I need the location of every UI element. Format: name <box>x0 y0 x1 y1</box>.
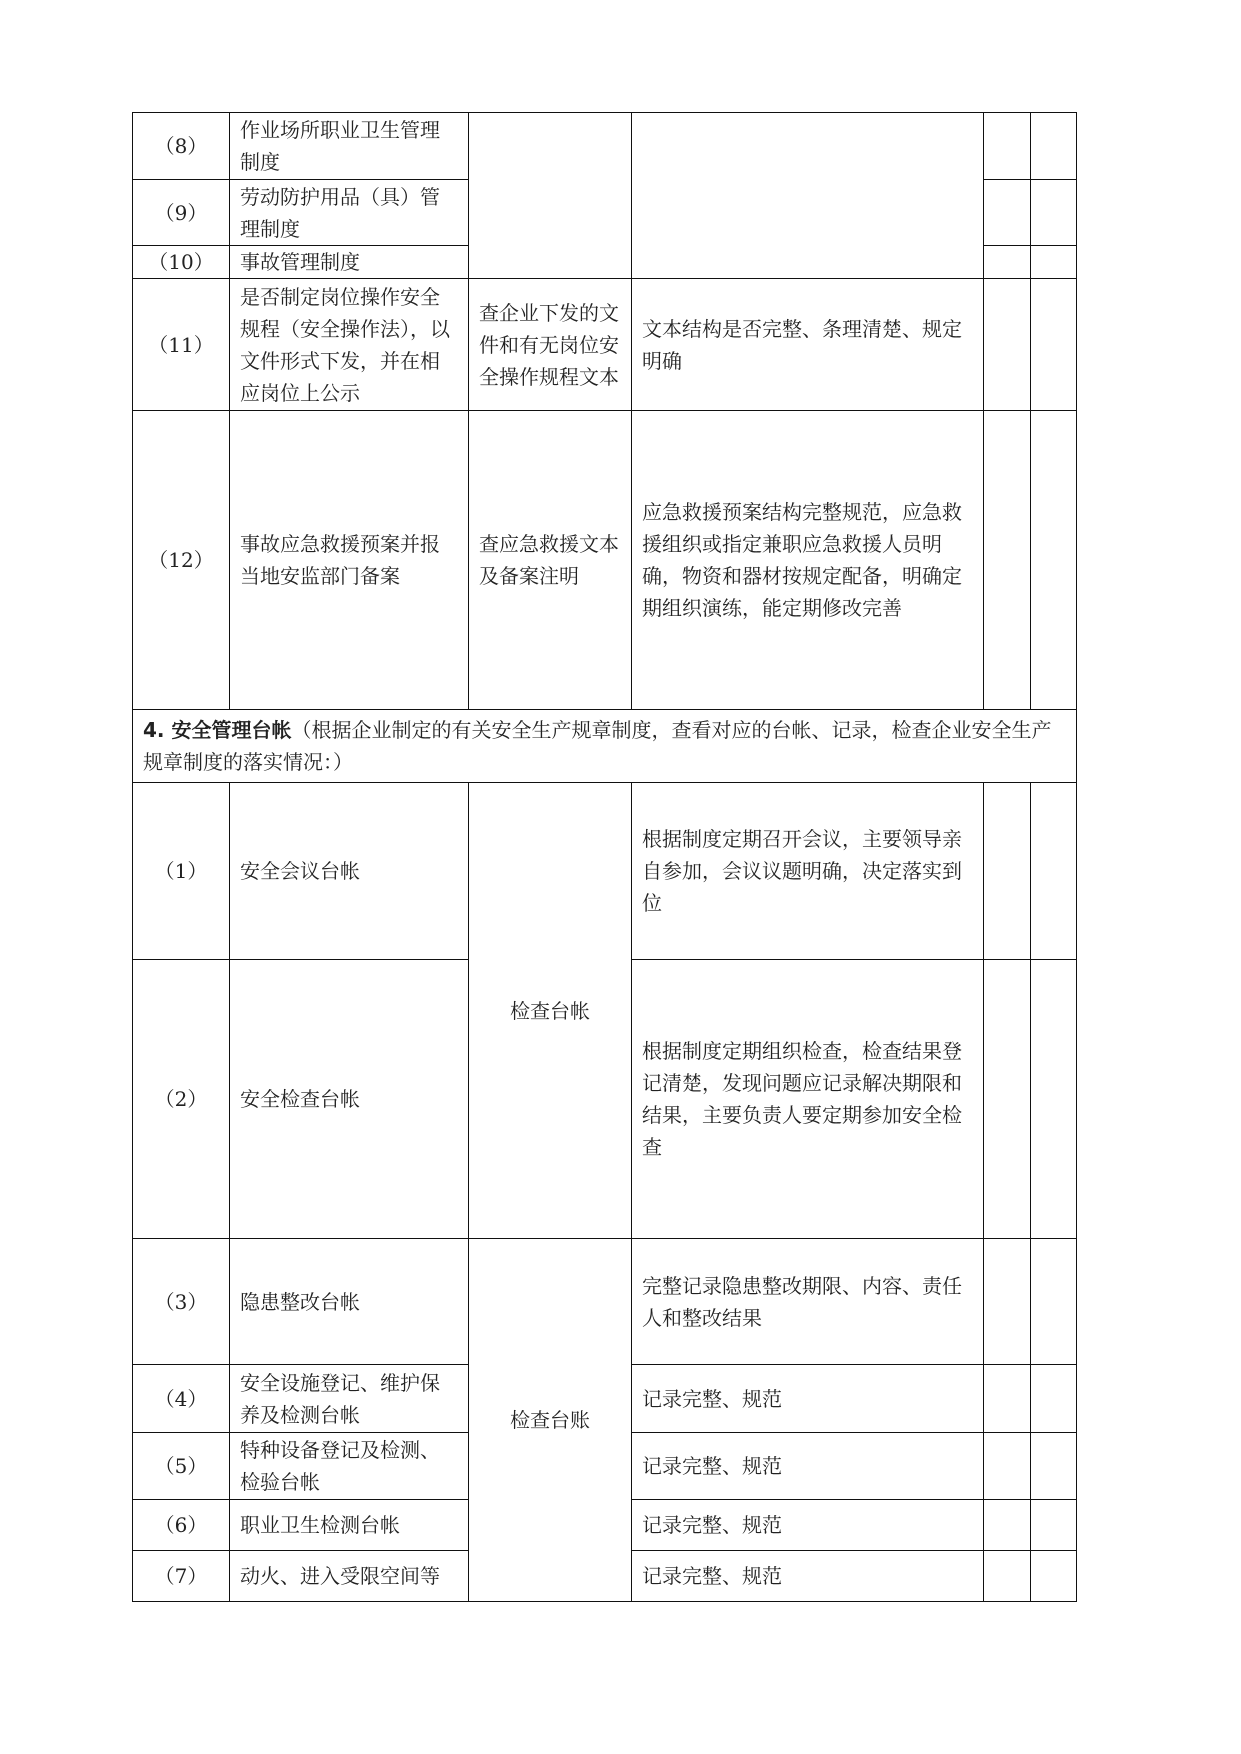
section-title: 4. 安全管理台帐 <box>143 718 292 742</box>
remark-cell <box>1031 113 1077 180</box>
row-number: （9） <box>133 180 230 246</box>
check-item: 特种设备登记及检测、检验台帐 <box>230 1433 469 1500</box>
remark-cell <box>1031 960 1077 1239</box>
check-method: 检查台帐 <box>469 783 632 1239</box>
check-standard: 根据制度定期组织检查，检查结果登记清楚，发现问题应记录解决期限和结果，主要负责人要定期参加安全检查 <box>632 960 984 1239</box>
result-cell <box>984 1551 1031 1602</box>
check-standard: 应急救援预案结构完整规范，应急救援组织或指定兼职应急救援人员明确，物资和器材按规定配备，明确定期组织演练，能定期修改完善 <box>632 411 984 710</box>
row-number: （12） <box>133 411 230 710</box>
inspection-table <box>132 112 1077 1602</box>
row-number: （10） <box>133 246 230 279</box>
check-item: 劳动防护用品（具）管理制度 <box>230 180 469 246</box>
section-description: （根据企业制定的有关安全生产规章制度，查看对应的台帐、记录，检查企业安全生产规章制度的落实情况：） <box>143 718 1052 774</box>
result-cell <box>984 1239 1031 1365</box>
check-item: 安全会议台帐 <box>230 783 469 960</box>
row-number: （11） <box>133 279 230 411</box>
check-standard-cell <box>632 113 984 279</box>
check-item: 事故管理制度 <box>230 246 469 279</box>
table-row <box>133 411 1077 710</box>
table-row <box>133 783 1077 960</box>
result-cell <box>984 246 1031 279</box>
row-number: （4） <box>133 1365 230 1433</box>
table-row <box>133 279 1077 411</box>
remark-cell <box>1031 279 1077 411</box>
check-item: 安全检查台帐 <box>230 960 469 1239</box>
result-cell <box>984 1433 1031 1500</box>
row-number: （6） <box>133 1500 230 1551</box>
check-standard: 记录完整、规范 <box>632 1365 984 1433</box>
result-cell <box>984 1500 1031 1551</box>
remark-cell <box>1031 180 1077 246</box>
check-method-cell <box>469 113 632 279</box>
section-header <box>133 710 1077 783</box>
check-item: 事故应急救援预案并报当地安监部门备案 <box>230 411 469 710</box>
remark-cell <box>1031 1500 1077 1551</box>
result-cell <box>984 279 1031 411</box>
result-cell <box>984 411 1031 710</box>
check-method: 查应急救援文本及备案注明 <box>469 411 632 710</box>
remark-cell <box>1031 783 1077 960</box>
result-cell <box>984 1365 1031 1433</box>
check-standard: 记录完整、规范 <box>632 1551 984 1602</box>
check-item: 动火、进入受限空间等 <box>230 1551 469 1602</box>
check-standard: 记录完整、规范 <box>632 1433 984 1500</box>
row-number: （2） <box>133 960 230 1239</box>
row-number: （5） <box>133 1433 230 1500</box>
row-number: （1） <box>133 783 230 960</box>
remark-cell <box>1031 1551 1077 1602</box>
result-cell <box>984 783 1031 960</box>
row-number: （7） <box>133 1551 230 1602</box>
check-method: 查企业下发的文件和有无岗位安全操作规程文本 <box>469 279 632 411</box>
remark-cell <box>1031 411 1077 710</box>
remark-cell <box>1031 1433 1077 1500</box>
remark-cell <box>1031 246 1077 279</box>
check-item: 安全设施登记、维护保养及检测台帐 <box>230 1365 469 1433</box>
table-row <box>133 113 1077 180</box>
check-standard: 文本结构是否完整、条理清楚、规定明确 <box>632 279 984 411</box>
result-cell <box>984 960 1031 1239</box>
row-number: （8） <box>133 113 230 180</box>
table-row <box>133 1239 1077 1365</box>
check-item: 作业场所职业卫生管理制度 <box>230 113 469 180</box>
check-item: 隐患整改台帐 <box>230 1239 469 1365</box>
check-standard: 根据制度定期召开会议，主要领导亲自参加，会议议题明确，决定落实到位 <box>632 783 984 960</box>
check-item: 是否制定岗位操作安全规程（安全操作法），以文件形式下发，并在相应岗位上公示 <box>230 279 469 411</box>
check-standard: 完整记录隐患整改期限、内容、责任人和整改结果 <box>632 1239 984 1365</box>
result-cell <box>984 113 1031 180</box>
remark-cell <box>1031 1239 1077 1365</box>
check-standard: 记录完整、规范 <box>632 1500 984 1551</box>
remark-cell <box>1031 1365 1077 1433</box>
row-number: （3） <box>133 1239 230 1365</box>
check-item: 职业卫生检测台帐 <box>230 1500 469 1551</box>
result-cell <box>984 180 1031 246</box>
check-method: 检查台账 <box>469 1239 632 1602</box>
section-header-row <box>133 710 1077 783</box>
